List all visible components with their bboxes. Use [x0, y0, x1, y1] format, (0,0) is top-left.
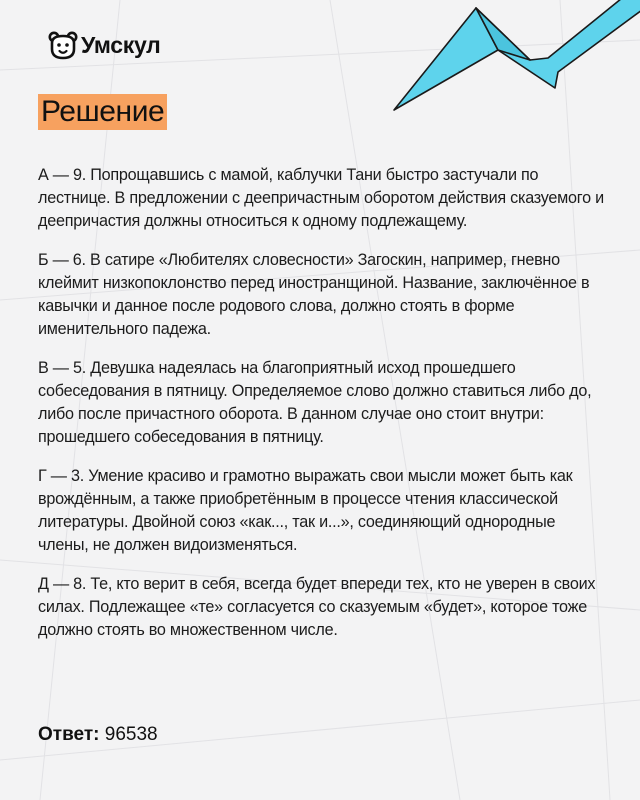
solution-paragraph-b: Б — 6. В сатире «Любителях словесности» Загоскин, например, гневно клеймит низкопоклонство перед иностранщиной. Название, заключённое в кавычки и данное после родового слова, должно стоять в форме именительного падежа.: [38, 251, 590, 338]
solution-content: [38, 164, 606, 658]
answer-value: 96538: [104, 724, 158, 745]
answer-label: Ответ:: [38, 724, 100, 745]
brand-logo: [48, 30, 160, 60]
solution-paragraph-d: Д — 8. Те, кто верит в себя, всегда будет впереди тех, кто не уверен в своих силах. Подлежащее «те» согласуется со сказуемым «будет», которое тоже должно стоять во множественном числе.: [38, 575, 596, 639]
page-title: Решение: [38, 94, 167, 130]
solution-paragraph-a: А — 9. Попрощавшись с мамой, каблучки Тани быстро застучали по лестнице. В предложении с деепричастным оборотом действия сказуемого и деепричастия должны относиться к одному подлежащему.: [38, 166, 604, 230]
bear-face-icon: [48, 30, 78, 60]
solution-paragraph-v: В — 5. Девушка надеялась на благоприятный исход прошедшего собеседования в пятницу. Определяемое слово должно ставиться либо до, либо после причастного оборота. В данном случае оно стоит внутри: прошедшего собеседования в пятницу.: [38, 359, 592, 446]
brand-name: Умскул: [81, 31, 161, 58]
pointer-arrow-icon: [380, 0, 640, 130]
solution-paragraph-g: Г — 3. Умение красиво и грамотно выражать свои мысли может быть как врождённым, а также приобретённым в процессе чтения классической литературы. Двойной союз «как..., так и...», соединяющий однородные члены, не должен видоизменяться.: [38, 467, 573, 554]
answer-line: [38, 722, 158, 748]
